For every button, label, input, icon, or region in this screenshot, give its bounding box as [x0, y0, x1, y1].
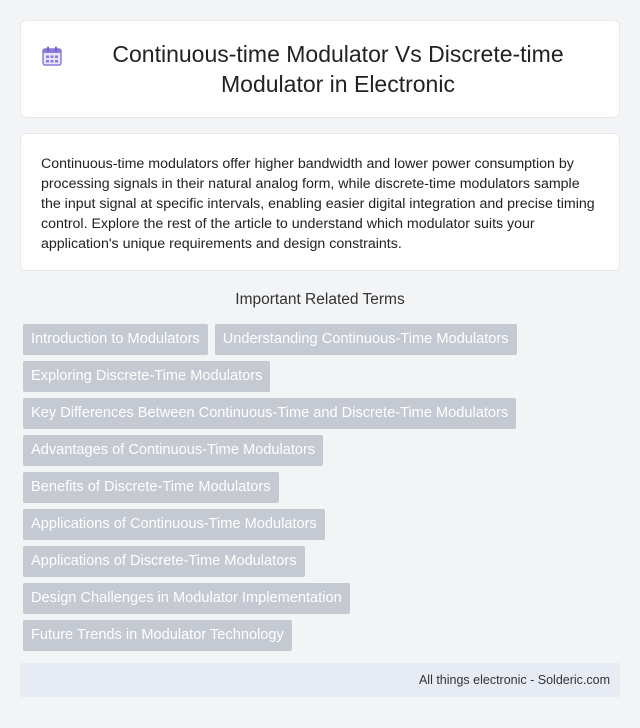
term-link[interactable]: Design Challenges in Modulator Implementation [23, 583, 350, 614]
term-link[interactable]: Future Trends in Modulator Technology [23, 620, 292, 651]
term-row [23, 324, 623, 355]
intro-text: Continuous-time modulators offer higher bandwidth and lower power consumption by processing signals in their natural analog form, while discrete-time modulators sample the input signal at specific intervals, enabling easier digital integration and precise timing control. Explore the rest of the article to understand which modulator suits your application's unique requirements and design constraints. [41, 156, 595, 252]
header-card [20, 20, 620, 118]
term-link[interactable]: Exploring Discrete-Time Modulators [23, 361, 270, 392]
term-row [23, 472, 623, 503]
related-terms-heading: Important Related Terms [235, 291, 405, 308]
term-link[interactable]: Understanding Continuous-Time Modulators [215, 324, 517, 355]
footer-text: All things electronic - Solderic.com [418, 673, 610, 687]
term-link[interactable]: Advantages of Continuous-Time Modulators [23, 435, 323, 466]
term-row [23, 546, 623, 577]
intro-card [20, 133, 620, 271]
footer-bar [20, 663, 620, 697]
term-row [23, 435, 623, 466]
term-link[interactable]: Introduction to Modulators [23, 324, 208, 355]
related-terms-list [23, 324, 623, 657]
term-row [23, 509, 623, 540]
term-link[interactable]: Benefits of Discrete-Time Modulators [23, 472, 279, 503]
title-wrap [21, 39, 619, 99]
page-title: Continuous-time Modulator Vs Discrete-time Modulator in Electronic [112, 41, 564, 97]
calendar-icon [41, 45, 63, 67]
term-link[interactable]: Applications of Continuous-Time Modulators [23, 509, 325, 540]
term-row [23, 583, 623, 614]
term-link[interactable]: Applications of Discrete-Time Modulators [23, 546, 305, 577]
term-row [23, 398, 623, 429]
term-row [23, 361, 623, 392]
term-row [23, 620, 623, 651]
term-link[interactable]: Key Differences Between Continuous-Time and Discrete-Time Modulators [23, 398, 516, 429]
